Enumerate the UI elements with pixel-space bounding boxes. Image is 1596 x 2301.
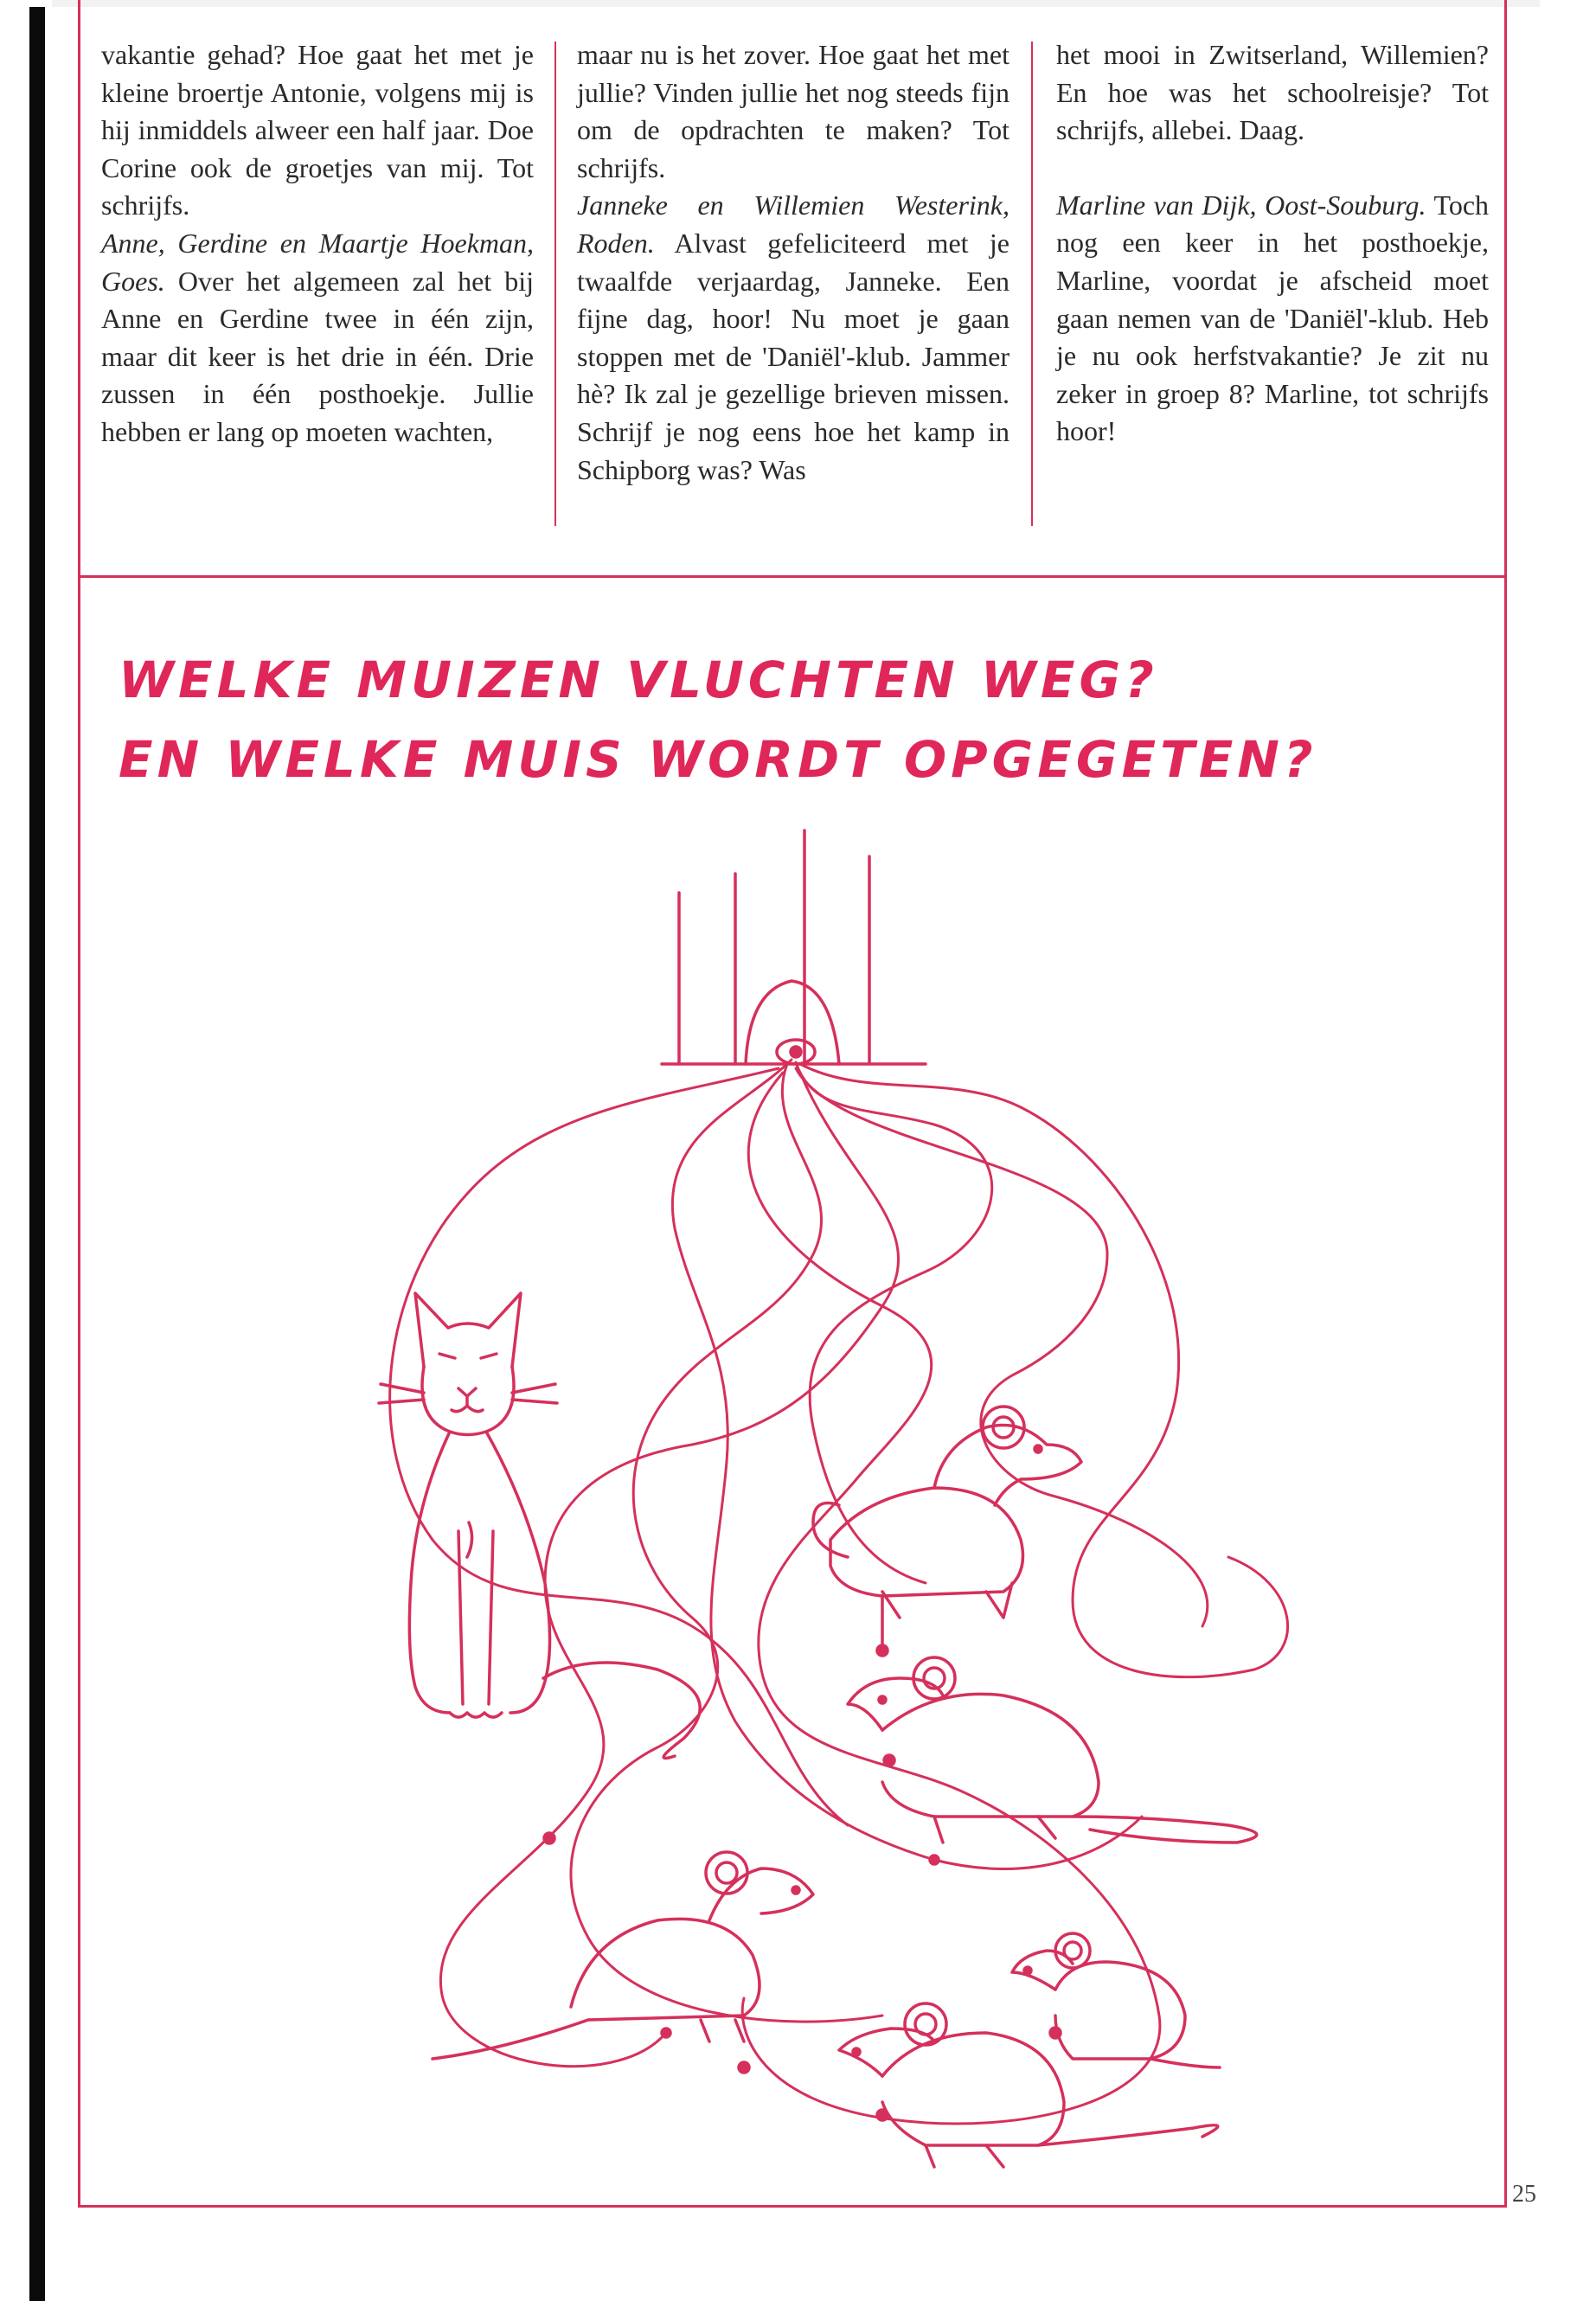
column-2-paragraph-2: Janneke en Willemien Westerink, Roden. Alvast gefeliciteerd met je twaalfde verjaardag, Janneke. Een fijne dag, hoor! Nu moet je gaan stoppen met de 'Daniël'-klub. Jammer hè? Ik zal je gezellige brieven missen. Schrijf je nog eens hoe het kamp in Schipborg was? Was (577, 189, 1010, 485)
column-divider (554, 42, 556, 526)
author-name: Marline van Dijk, Oost-Souburg. (1056, 189, 1426, 221)
maze-lines (390, 1060, 1288, 2124)
mouse-icon (848, 1657, 1257, 1843)
column-1-paragraph-1: vakantie gehad? Hoe gaat het met je kleine broertje Antonie, volgens mij is hij inmiddels alweer een half jaar. Doe Corine ook de groetjes van mij. Tot schrijfs. (101, 39, 534, 221)
headline-line-2: EN WELKE MUIS WORDT OPGEGETEN? (119, 730, 1317, 789)
mouse-icon (1012, 1933, 1220, 2067)
author-name: Anne, Gerdine en Maartje Hoekman, Goes. (101, 227, 534, 297)
maze-puzzle-illustration (329, 822, 1324, 2171)
page-number: 25 (1512, 2181, 1536, 2208)
binding-edge (29, 7, 45, 2301)
mouse-icon (433, 1852, 813, 2073)
paragraph-gap (1056, 150, 1489, 187)
text-column-2 (577, 36, 1010, 489)
cat-icon (379, 1293, 700, 1759)
text-column-1 (101, 36, 534, 452)
maze-end-dot (662, 2029, 670, 2037)
puzzle-headline (119, 640, 1330, 799)
column-divider (1031, 42, 1033, 526)
mouse-hole-icon (662, 830, 926, 1064)
column-3-paragraph-2: Marline van Dijk, Oost-Souburg. Toch nog een keer in het posthoekje, Marline, voordat je afscheid moet gaan nemen van de 'Daniël'-klub. Heb je nu ook herfstvakantie? Je zit nu zeker in groep 8? Marline, tot schrijfs hoor! (1056, 189, 1490, 447)
column-3-paragraph-1: het mooi in Zwitserland, Willemien? En hoe was het schoolreisje? Tot schrijfs, allebei. Daag. (1056, 39, 1489, 146)
headline-line-1: WELKE MUIZEN VLUCHTEN WEG? (119, 651, 1158, 709)
author-name: Janneke en Willemien Westerink, Roden. (577, 189, 1010, 259)
column-2-paragraph-1: maar nu is het zover. Hoe gaat het met jullie? Vinden jullie het nog steeds fijn om de opdrachten te maken? Tot schrijfs. (577, 39, 1010, 183)
text-column-3 (1056, 36, 1489, 451)
maze-end-dot (544, 1833, 554, 1843)
column-1-paragraph-2: Anne, Gerdine en Maartje Hoekman, Goes. Over het algemeen zal het bij Anne en Gerdine twee in één zijn, maar dit keer is het drie in één. Drie zussen in één posthoekje. Jullie hebben er lang op moeten wachten, (101, 227, 535, 447)
maze-end-dot (930, 1856, 939, 1864)
